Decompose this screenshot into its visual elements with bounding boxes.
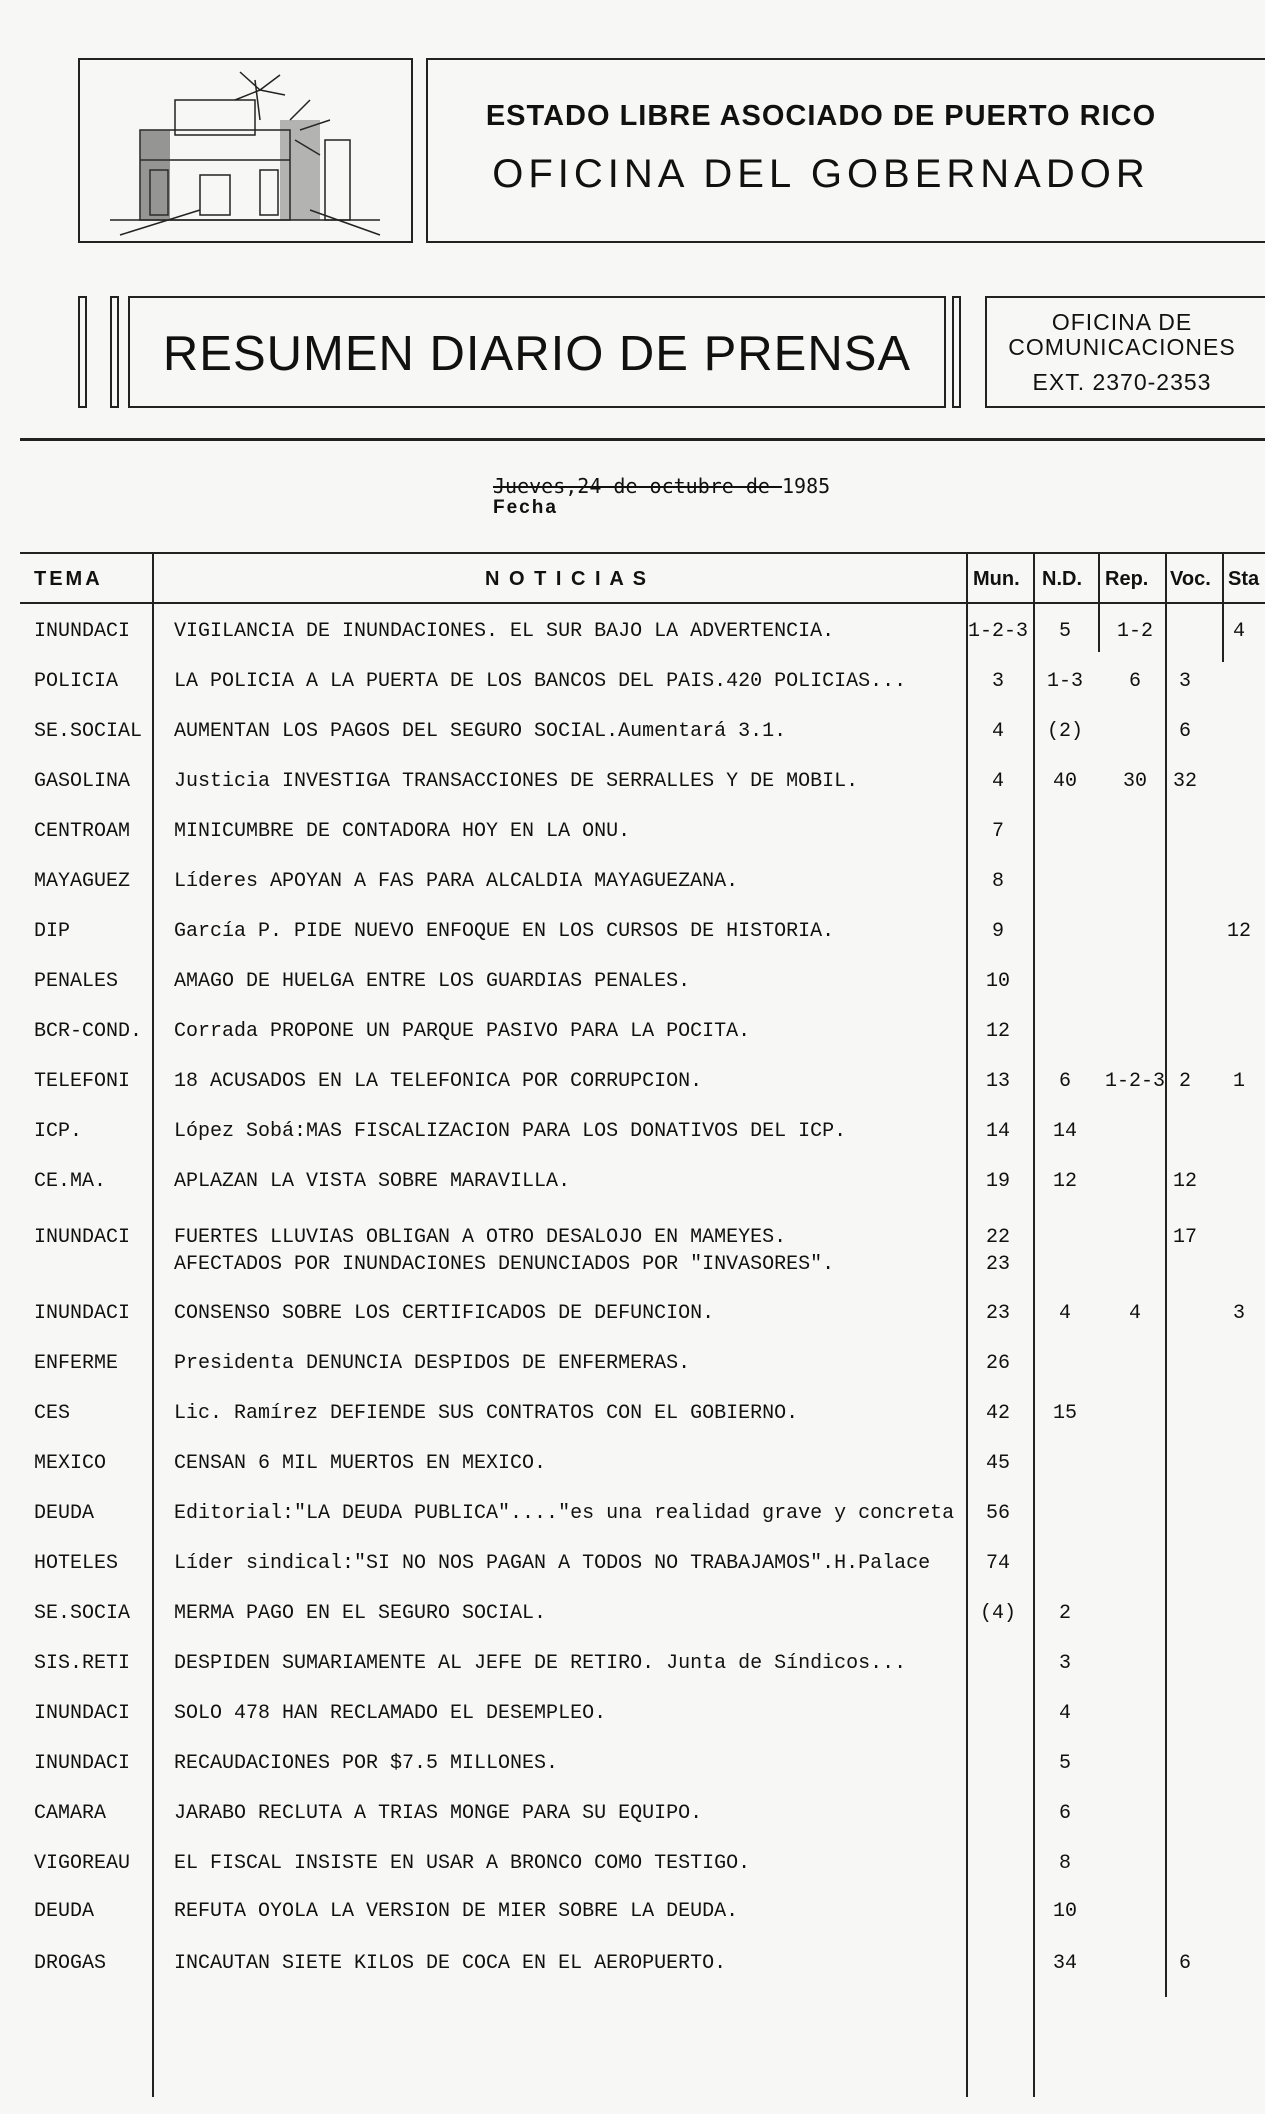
cell-tema: DIP (34, 920, 71, 943)
table-row (0, 1752, 1265, 1792)
date-struck: Jueves,24 de octubre de (493, 474, 782, 498)
cell-nd: (2) (1046, 720, 1083, 743)
cell-headline: LA POLICIA A LA PUERTA DE LOS BANCOS DEL PAIS.420 POLICIAS... (174, 670, 907, 693)
cell-voc: 6 (1178, 720, 1191, 743)
cell-headline: Presidenta DENUNCIA DESPIDOS DE ENFERMERAS. (174, 1352, 691, 1375)
cell-tema: ENFERME (34, 1352, 119, 1375)
cell-headline: JARABO RECLUTA A TRIAS MONGE PARA SU EQUIPO. (174, 1802, 703, 1825)
cell-headline: VIGILANCIA DE INUNDACIONES. EL SUR BAJO LA ADVERTENCIA. (174, 620, 835, 643)
cell-nd: 15 (1052, 1402, 1077, 1425)
cell-mun: 45 (985, 1452, 1010, 1475)
cell-headline: MINICUMBRE DE CONTADORA HOY EN LA ONU. (174, 820, 631, 843)
cell-headline: MERMA PAGO EN EL SEGURO SOCIAL. (174, 1602, 547, 1625)
cell-mun: (4) (979, 1602, 1016, 1625)
table-row (0, 1552, 1265, 1592)
banner-title: RESUMEN DIARIO DE PRENSA (162, 327, 912, 381)
cell-headline: Líderes APOYAN A FAS PARA ALCALDIA MAYAGUEZANA. (174, 870, 739, 893)
cell-rep: 6 (1128, 670, 1141, 693)
cell-mun: 19 (985, 1170, 1010, 1193)
cell-mun: 74 (985, 1552, 1010, 1575)
cell-tema: INUNDACI (34, 1752, 131, 1775)
cell-headline: García P. PIDE NUEVO ENFOQUE EN LOS CURSOS DE HISTORIA. (174, 920, 835, 943)
cell-headline: SOLO 478 HAN RECLAMADO EL DESEMPLEO. (174, 1702, 607, 1725)
cell-nd: 3 (1058, 1652, 1071, 1675)
cell-mun: 4 (991, 720, 1004, 743)
cell-tema: CES (34, 1402, 71, 1425)
cell-mun: 3 (991, 670, 1004, 693)
cell-mun: 23 (985, 1253, 1010, 1276)
cell-tema: SIS.RETI (34, 1652, 131, 1675)
cell-mun: 9 (991, 920, 1004, 943)
table-row (0, 870, 1265, 910)
table-row (0, 1852, 1265, 1892)
table-row (0, 1352, 1265, 1392)
cell-headline: CONSENSO SOBRE LOS CERTIFICADOS DE DEFUNCION. (174, 1302, 715, 1325)
building-illustration (80, 60, 411, 241)
cell-nd: 8 (1058, 1852, 1071, 1875)
date-year: 1985 (781, 474, 831, 498)
cell-headline: AMAGO DE HUELGA ENTRE LOS GUARDIAS PENALES. (174, 970, 691, 993)
office-line2: COMUNICACIONES (1008, 334, 1236, 360)
table-row (0, 620, 1265, 660)
cell-rep: 4 (1128, 1302, 1141, 1325)
table-row (0, 970, 1265, 1010)
cell-mun: 14 (985, 1120, 1010, 1143)
table-row (0, 670, 1265, 710)
cell-headline: 18 ACUSADOS EN LA TELEFONICA POR CORRUPCION. (174, 1070, 703, 1093)
left-bar-2 (110, 296, 119, 408)
table-row (0, 1502, 1265, 1542)
table-row (0, 770, 1265, 810)
cell-tema: INUNDACI (34, 1226, 131, 1249)
cell-nd: 12 (1052, 1170, 1077, 1193)
cell-nd: 2 (1058, 1602, 1071, 1625)
cell-tema: INUNDACI (34, 620, 131, 643)
cell-tema: BCR-COND. (34, 1020, 143, 1043)
governor-mansion-logo (78, 58, 413, 243)
cell-nd: 1-3 (1046, 670, 1083, 693)
banner-box (128, 296, 946, 408)
cell-tema: INUNDACI (34, 1302, 131, 1325)
table-row (0, 820, 1265, 860)
cell-headline: FUERTES LLUVIAS OBLIGAN A OTRO DESALOJO EN MAMEYES. (174, 1226, 787, 1249)
cell-tema: CENTROAM (34, 820, 131, 843)
cell-nd: 5 (1058, 1752, 1071, 1775)
cell-headline: Líder sindical:"SI NO NOS PAGAN A TODOS NO TRABAJAMOS".H.Palace (174, 1552, 931, 1575)
cell-nd: 34 (1052, 1952, 1077, 1975)
cell-headline: APLAZAN LA VISTA SOBRE MARAVILLA. (174, 1170, 571, 1193)
table-row (0, 1900, 1265, 1940)
cell-tema: DEUDA (34, 1900, 95, 1923)
cell-nd: 40 (1052, 770, 1077, 793)
cell-headline: Editorial:"LA DEUDA PUBLICA"...."es una realidad grave y concreta (174, 1502, 955, 1525)
cell-tema: DEUDA (34, 1502, 95, 1525)
table-row (0, 1702, 1265, 1742)
cell-voc: 2 (1178, 1070, 1191, 1093)
communications-office-box (985, 296, 1265, 408)
cell-headline: AFECTADOS POR INUNDACIONES DENUNCIADOS POR "INVASORES". (174, 1253, 835, 1276)
cell-headline: DESPIDEN SUMARIAMENTE AL JEFE DE RETIRO. Junta de Síndicos... (174, 1652, 907, 1675)
column-header-mun: Mun. (973, 568, 1020, 590)
cell-tema: HOTELES (34, 1552, 119, 1575)
left-bar-1 (78, 296, 87, 408)
table-row (0, 1253, 1265, 1293)
cell-mun: 7 (991, 820, 1004, 843)
table-top-rule (20, 552, 1265, 554)
cell-nd: 4 (1058, 1302, 1071, 1325)
table-row (0, 1952, 1265, 1992)
cell-tema: PENALES (34, 970, 119, 993)
table-row (0, 1452, 1265, 1492)
cell-headline: RECAUDACIONES POR $7.5 MILLONES. (174, 1752, 559, 1775)
column-header-voc: Voc. (1170, 568, 1211, 590)
cell-sta: 3 (1232, 1302, 1245, 1325)
cell-sta: 12 (1226, 920, 1251, 943)
cell-nd: 6 (1058, 1802, 1071, 1825)
table-row (0, 1652, 1265, 1692)
cell-mun: 13 (985, 1070, 1010, 1093)
cell-mun: 8 (991, 870, 1004, 893)
column-header-tema: TEMA (34, 568, 103, 590)
cell-mun: 1-2-3 (968, 620, 1029, 643)
cell-nd: 14 (1052, 1120, 1077, 1143)
column-header-noticias: N O T I C I A S (485, 568, 648, 590)
table-row (0, 920, 1265, 960)
cell-voc: 3 (1178, 670, 1191, 693)
cell-tema: CAMARA (34, 1802, 107, 1825)
cell-nd: 10 (1052, 1900, 1077, 1923)
header-divider (20, 438, 1265, 441)
table-row (0, 1402, 1265, 1442)
column-header-nd: N.D. (1042, 568, 1082, 590)
cell-voc: 32 (1172, 770, 1197, 793)
cell-mun: 10 (985, 970, 1010, 993)
column-header-rep: Rep. (1105, 568, 1149, 590)
right-bar-1 (952, 296, 961, 408)
date-label: Fecha (493, 497, 558, 518)
cell-mun: 56 (985, 1502, 1010, 1525)
cell-tema: ICP. (34, 1120, 83, 1143)
cell-sta: 4 (1232, 620, 1245, 643)
cell-tema: MEXICO (34, 1452, 107, 1475)
office-line1: OFICINA DE (1051, 309, 1193, 335)
cell-tema: GASOLINA (34, 770, 131, 793)
cell-headline: EL FISCAL INSISTE EN USAR A BRONCO COMO TESTIGO. (174, 1852, 751, 1875)
cell-sta: 1 (1232, 1070, 1245, 1093)
cell-tema: SE.SOCIA (34, 1602, 131, 1625)
cell-tema: SE.SOCIAL (34, 720, 143, 743)
cell-headline: REFUTA OYOLA LA VERSION DE MIER SOBRE LA DEUDA. (174, 1900, 739, 1923)
cell-mun: 22 (985, 1226, 1010, 1249)
office-extension: EXT. 2370-2353 (1032, 369, 1212, 395)
cell-tema: DROGAS (34, 1952, 107, 1975)
cell-rep: 1-2 (1116, 620, 1153, 643)
table-header-rule (20, 602, 1265, 604)
cell-headline: Justicia INVESTIGA TRANSACCIONES DE SERRALLES Y DE MOBIL. (174, 770, 859, 793)
cell-voc: 17 (1172, 1226, 1197, 1249)
government-title-box (426, 58, 1265, 243)
cell-tema: VIGOREAU (34, 1852, 131, 1875)
cell-tema: CE.MA. (34, 1170, 107, 1193)
cell-mun: 12 (985, 1020, 1010, 1043)
table-row (0, 1170, 1265, 1210)
cell-headline: Lic. Ramírez DEFIENDE SUS CONTRATOS CON EL GOBIERNO. (174, 1402, 799, 1425)
cell-headline: CENSAN 6 MIL MUERTOS EN MEXICO. (174, 1452, 547, 1475)
cell-headline: INCAUTAN SIETE KILOS DE COCA EN EL AEROPUERTO. (174, 1952, 727, 1975)
table-row (0, 1070, 1265, 1110)
table-row (0, 720, 1265, 760)
table-row (0, 1020, 1265, 1060)
cell-nd: 4 (1058, 1702, 1071, 1725)
cell-headline: AUMENTAN LOS PAGOS DEL SEGURO SOCIAL.Aumentará 3.1. (174, 720, 787, 743)
cell-voc: 12 (1172, 1170, 1197, 1193)
cell-rep: 1-2-3 (1104, 1070, 1165, 1093)
cell-tema: MAYAGUEZ (34, 870, 131, 893)
office-name: OFICINA DEL GOBERNADOR (492, 152, 1150, 196)
cell-tema: POLICIA (34, 670, 119, 693)
cell-tema: INUNDACI (34, 1702, 131, 1725)
cell-headline: Corrada PROPONE UN PARQUE PASIVO PARA LA POCITA. (174, 1020, 751, 1043)
cell-tema: TELEFONI (34, 1070, 131, 1093)
cell-nd: 5 (1058, 620, 1071, 643)
cell-headline: López Sobá:MAS FISCALIZACION PARA LOS DONATIVOS DEL ICP. (174, 1120, 847, 1143)
cell-mun: 4 (991, 770, 1004, 793)
cell-mun: 26 (985, 1352, 1010, 1375)
cell-rep: 30 (1122, 770, 1147, 793)
table-row (0, 1302, 1265, 1342)
column-header-sta: Sta (1228, 568, 1260, 590)
date-line (493, 474, 830, 498)
table-row (0, 1120, 1265, 1160)
table-row (0, 1602, 1265, 1642)
cell-voc: 6 (1178, 1952, 1191, 1975)
table-row (0, 1802, 1265, 1842)
government-name: ESTADO LIBRE ASOCIADO DE PUERTO RICO (485, 100, 1157, 132)
cell-mun: 42 (985, 1402, 1010, 1425)
cell-mun: 23 (985, 1302, 1010, 1325)
cell-nd: 6 (1058, 1070, 1071, 1093)
